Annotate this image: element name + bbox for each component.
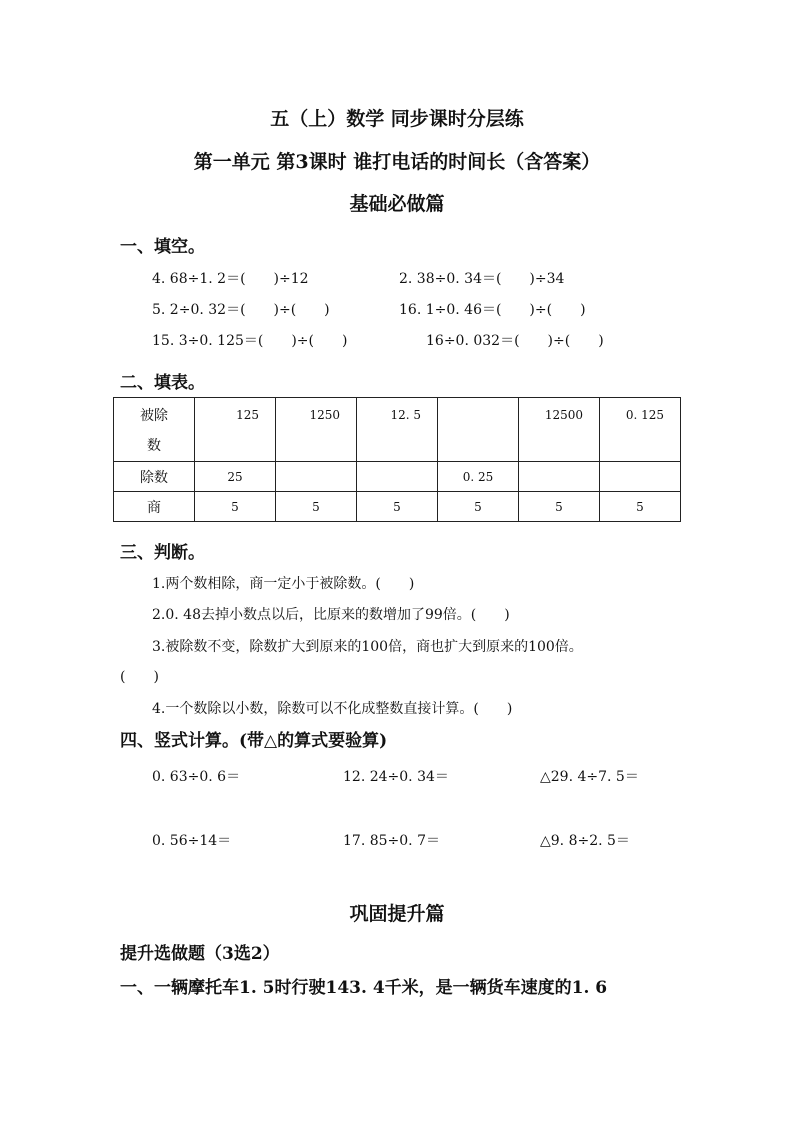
table-row [114, 398, 681, 462]
table-cell: 0. 25 [438, 462, 519, 492]
calc-item: 12. 24÷0. 34＝ [343, 769, 449, 785]
row-label-text: 数 [147, 438, 161, 454]
table-cell [357, 462, 438, 492]
calc-item: 17. 85÷0. 7＝ [343, 833, 440, 849]
fill-item: 16. 1÷0. 46＝( )÷( ) [399, 302, 586, 318]
section3-heading: 三、判断。 [120, 543, 205, 563]
judge-item: 1.两个数相除，商一定小于被除数。( ) [152, 576, 415, 592]
table-cell: 1250 [276, 398, 357, 462]
table-row [114, 462, 681, 492]
table-cell [600, 462, 681, 492]
table-cell: 12. 5 [357, 398, 438, 462]
table-cell [519, 462, 600, 492]
table-cell: 5 [357, 492, 438, 522]
table-cell: 5 [195, 492, 276, 522]
calc-item: 0. 63÷0. 6＝ [152, 769, 241, 785]
page-title: 五（上）数学 同步课时分层练 [270, 108, 524, 130]
fill-item: 16÷0. 032＝( )÷( ) [426, 333, 604, 349]
calc-item: △29. 4÷7. 5＝ [540, 769, 639, 785]
part2-subheading: 提升选做题（3选2） [120, 944, 280, 964]
judge-item: 3.被除数不变，除数扩大到原来的100倍，商也扩大到原来的100倍。 [152, 639, 583, 655]
part2-question: 一、一辆摩托车1. 5时行驶143. 4千米，是一辆货车速度的1. 6 [120, 978, 608, 998]
table-row [114, 492, 681, 522]
part2-title: 巩固提升篇 [349, 903, 445, 925]
judge-item: 2.0. 48去掉小数点以后，比原来的数增加了99倍。( ) [152, 607, 510, 623]
row-label-quotient: 商 [114, 492, 195, 522]
table-cell: 5 [438, 492, 519, 522]
table-cell: 5 [519, 492, 600, 522]
fill-item: 4. 68÷1. 2＝( )÷12 [152, 271, 309, 287]
fill-item: 15. 3÷0. 125＝( )÷( ) [152, 333, 348, 349]
calc-item: △9. 8÷2. 5＝ [540, 833, 630, 849]
section1-heading: 一、填空。 [120, 237, 205, 257]
judge-item-continued: ( ) [120, 669, 159, 685]
fill-item: 5. 2÷0. 32＝( )÷( ) [152, 302, 330, 318]
table-cell: 0. 125 [600, 398, 681, 462]
table-cell: 125 [195, 398, 276, 462]
part1-title: 基础必做篇 [349, 193, 445, 215]
calc-item: 0. 56÷14＝ [152, 833, 232, 849]
table-cell: 12500 [519, 398, 600, 462]
section2-heading: 二、填表。 [120, 373, 205, 393]
section4-heading: 四、竖式计算。(带△的算式要验算) [120, 731, 388, 751]
row-label-dividend [114, 398, 195, 462]
judge-item: 4.一个数除以小数，除数可以不化成整数直接计算。( ) [152, 701, 513, 717]
row-label-divisor: 除数 [114, 462, 195, 492]
table-cell: 5 [276, 492, 357, 522]
table-cell [438, 398, 519, 462]
row-label-text: 被除 [140, 408, 168, 424]
fill-item: 2. 38÷0. 34＝( )÷34 [399, 271, 565, 287]
division-table [113, 397, 681, 522]
table-cell: 25 [195, 462, 276, 492]
lesson-title: 第一单元 第3课时 谁打电话的时间长（含答案） [193, 151, 601, 173]
table-cell: 5 [600, 492, 681, 522]
table-cell [276, 462, 357, 492]
